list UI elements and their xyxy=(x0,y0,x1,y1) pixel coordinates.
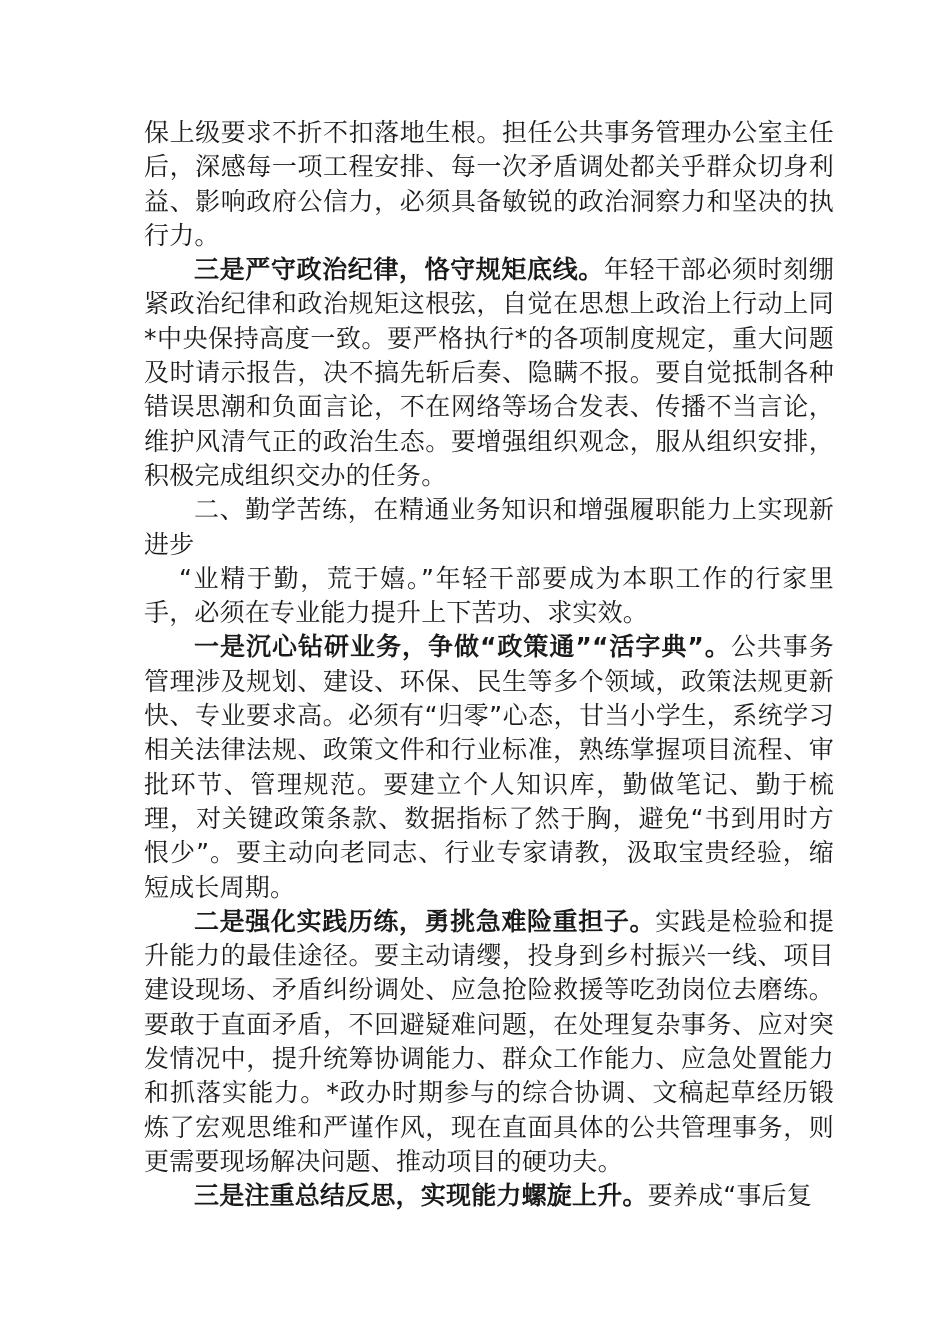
paragraph-lead: 二是强化实践历练，勇挑急难险重担子。 xyxy=(194,906,656,936)
paragraph-quote xyxy=(144,562,834,631)
paragraph-text: “业精于勤，荒于嬉。”年轻干部要成为本职工作的行家里手，必须在专业能力提升上下苦功、求实效。 xyxy=(144,563,834,628)
paragraph-text: 要养成“事后复 xyxy=(647,1181,812,1211)
paragraph-lead: 三是注重总结反思，实现能力螺旋上升。 xyxy=(194,1181,648,1211)
paragraph-continued xyxy=(144,116,834,253)
paragraph-text: 保上级要求不折不扣落地生根。担任公共事务管理办公室主任后，深感每一项工程安排、每一次矛盾调处都关乎群众切身利益、影响政府公信力，必须具备敏锐的政治洞察力和坚决的执行力。 xyxy=(144,118,834,250)
paragraph-study-business xyxy=(144,630,834,904)
paragraph-practice xyxy=(144,905,834,1179)
paragraph-text: 二、勤学苦练，在精通业务知识和增强履职能力上实现新进步 xyxy=(144,495,834,559)
paragraph-lead: 一是沉心钻研业务，争做“政策通”“活字典”。 xyxy=(194,632,731,662)
document-body xyxy=(144,116,834,1214)
paragraph-text: 公共事务管理涉及规划、建设、环保、民生等多个领域，政策法规更新快、专业要求高。必须有“归零”心态，甘当小学生，系统学习相关法律法规、政策文件和行业标准，熟练掌握项目流程、审批环节、管理规范。要建立个人知识库，勤做笔记、勤于梳理，对关键政策条款、数据指标了然于胸，避免“书到用时方恨少”。要主动向老同志、行业专家请教，汲取宝贵经验，缩短成长周期。 xyxy=(144,632,834,902)
paragraph-lead: 三是严守政治纪律，恪守规矩底线。 xyxy=(194,255,604,285)
section-heading-two xyxy=(144,493,834,562)
paragraph-text: 年轻干部必须时刻绷紧政治纪律和政治规矩这根弦，自觉在思想上政治上行动上同*中央保持高度一致。要严格执行*的各项制度规定，重大问题及时请示报告，决不搞先斩后奏、隐瞒不报。要自觉抵制各种错误思潮和负面言论，不在网络等场合发表、传播不当言论，维护风清气正的政治生态。要增强组织观念，服从组织安排，积极完成组织交办的任务。 xyxy=(144,255,834,490)
paragraph-text: 实践是检验和提升能力的最佳途径。要主动请缨，投身到乡村振兴一线、项目建设现场、矛盾纠纷调处、应急抢险救援等吃劲岗位去磨练。要敢于直面矛盾，不回避疑难问题，在处理复杂事务、应对突发情况中，提升统筹协调能力、群众工作能力、应急处置能力和抓落实能力。*政办时期参与的综合协调、文稿起草经历锻炼了宏观思维和严谨作风，现在直面具体的公共管理事务，则更需要现场解决问题、推动项目的硬功夫。 xyxy=(144,906,834,1176)
paragraph-political-discipline xyxy=(144,253,834,493)
paragraph-reflection xyxy=(144,1179,834,1213)
